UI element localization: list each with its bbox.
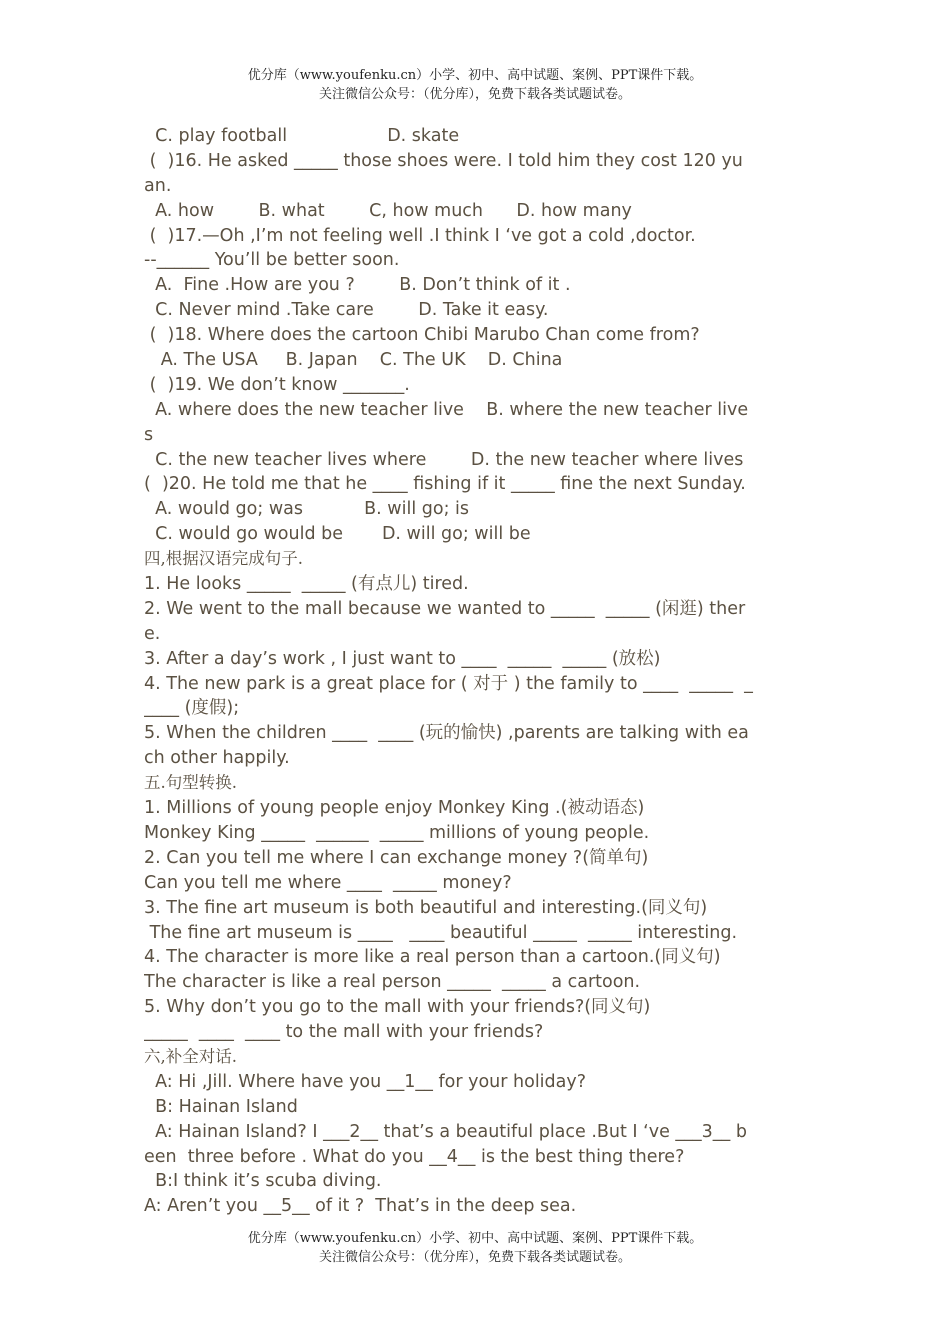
document-body xyxy=(144,124,814,1219)
text-line: A. would go; was B. will go; is xyxy=(144,499,470,520)
text-line: 3. The fine art museum is both beautiful and interesting.(同义句) xyxy=(144,897,708,918)
header-line-1: 优分库（www.youfenku.cn）小学、初中、高中试题、案例、PPT课件下载。 xyxy=(247,68,703,83)
text-line: 1. Millions of young people enjoy Monkey King .(被动语态) xyxy=(144,798,645,819)
text-line: 2. Can you tell me where I can exchange money ?(简单句) xyxy=(144,847,649,868)
text-line: _____ ____ ____ to the mall with your friends? xyxy=(144,1022,544,1043)
text-line: 5. Why don’t you go to the mall with your friends?(同义句) xyxy=(144,997,651,1018)
section-heading: 四,根据汉语完成句子. xyxy=(144,549,303,569)
text-line: B:I think it’s scuba diving. xyxy=(144,1171,382,1192)
text-line: A. how B. what C, how much D. how many xyxy=(144,200,632,221)
text-line: 3. After a day’s work , I just want to ____ _____ _____ (放松) xyxy=(144,648,661,669)
text-line: ( )17.—Oh ,I’m not feeling well .I think I ‘ve got a cold ,doctor. xyxy=(144,225,696,246)
footer-line-2: 关注微信公众号：（优分库），免费下载各类试题试卷。 xyxy=(318,1250,631,1265)
text-line: Can you tell me where ____ _____ money? xyxy=(144,872,512,893)
page-header xyxy=(0,66,950,104)
text-line: A: Hi ,Jill. Where have you __1__ for your holiday? xyxy=(144,1071,587,1092)
text-line: e. xyxy=(144,623,161,644)
section-heading: 六,补全对话. xyxy=(144,1046,237,1066)
text-line: C. play football D. skate xyxy=(144,126,460,146)
text-line: ( )20. He told me that he ____ fishing if it _____ fine the next Sunday. xyxy=(144,474,746,495)
text-line: The fine art museum is ____ ____ beautiful _____ _____ interesting. xyxy=(144,922,738,943)
text-line: 4. The character is more like a real person than a cartoon.(同义句) xyxy=(144,947,721,968)
text-line: ( )16. He asked _____ those shoes were. I told him they cost 120 yu xyxy=(144,150,743,171)
text-line: A: Hainan Island? I ___2__ that’s a beautiful place .But I ‘ve ___3__ b xyxy=(144,1121,747,1142)
text-line: A. Fine .How are you ? B. Don’t think of it . xyxy=(144,275,571,296)
text-line: an. xyxy=(144,175,172,196)
text-line: C. would go would be D. will go; will be xyxy=(144,524,531,545)
header-line-2: 关注微信公众号：（优分库），免费下载各类试题试卷。 xyxy=(318,87,631,102)
footer-line-1: 优分库（www.youfenku.cn）小学、初中、高中试题、案例、PPT课件下载。 xyxy=(247,1231,703,1246)
text-line: 1. He looks _____ _____ (有点儿) tired. xyxy=(144,574,469,595)
text-line: C. Never mind .Take care D. Take it easy. xyxy=(144,300,549,321)
page-footer xyxy=(0,1229,950,1267)
text-line: The character is like a real person _____ _____ a cartoon. xyxy=(144,972,641,993)
text-line: Monkey King _____ ______ _____ millions of young people. xyxy=(144,822,650,843)
text-line: 4. The new park is a great place for ( 对于 ) the family to ____ _____ _ xyxy=(144,673,753,694)
text-line: A. where does the new teacher live B. where the new teacher live xyxy=(144,399,749,420)
text-line: 2. We went to the mall because we wanted to _____ _____ (闲逛) ther xyxy=(144,598,746,619)
text-line: ( )18. Where does the cartoon Chibi Marubo Chan come from? xyxy=(144,325,700,346)
text-line: ( )19. We don’t know _______. xyxy=(144,374,410,395)
text-line: s xyxy=(144,424,154,445)
text-line: 5. When the children ____ ____ (玩的愉快) ,parents are talking with ea xyxy=(144,723,749,744)
text-line: C. the new teacher lives where D. the new teacher where lives xyxy=(144,449,744,470)
section-heading: 五.句型转换. xyxy=(144,773,237,793)
text-line: B: Hainan Island xyxy=(144,1096,298,1117)
text-line: A: Aren’t you __5__ of it ? That’s in the deep sea. xyxy=(144,1196,577,1217)
text-line: --______ You’ll be better soon. xyxy=(144,250,400,271)
text-line: A. The USA B. Japan C. The UK D. China xyxy=(144,350,563,371)
text-line: ch other happily. xyxy=(144,748,290,769)
text-line: ____ (度假); xyxy=(144,698,240,719)
text-line: een three before . What do you __4__ is the best thing there? xyxy=(144,1146,685,1167)
